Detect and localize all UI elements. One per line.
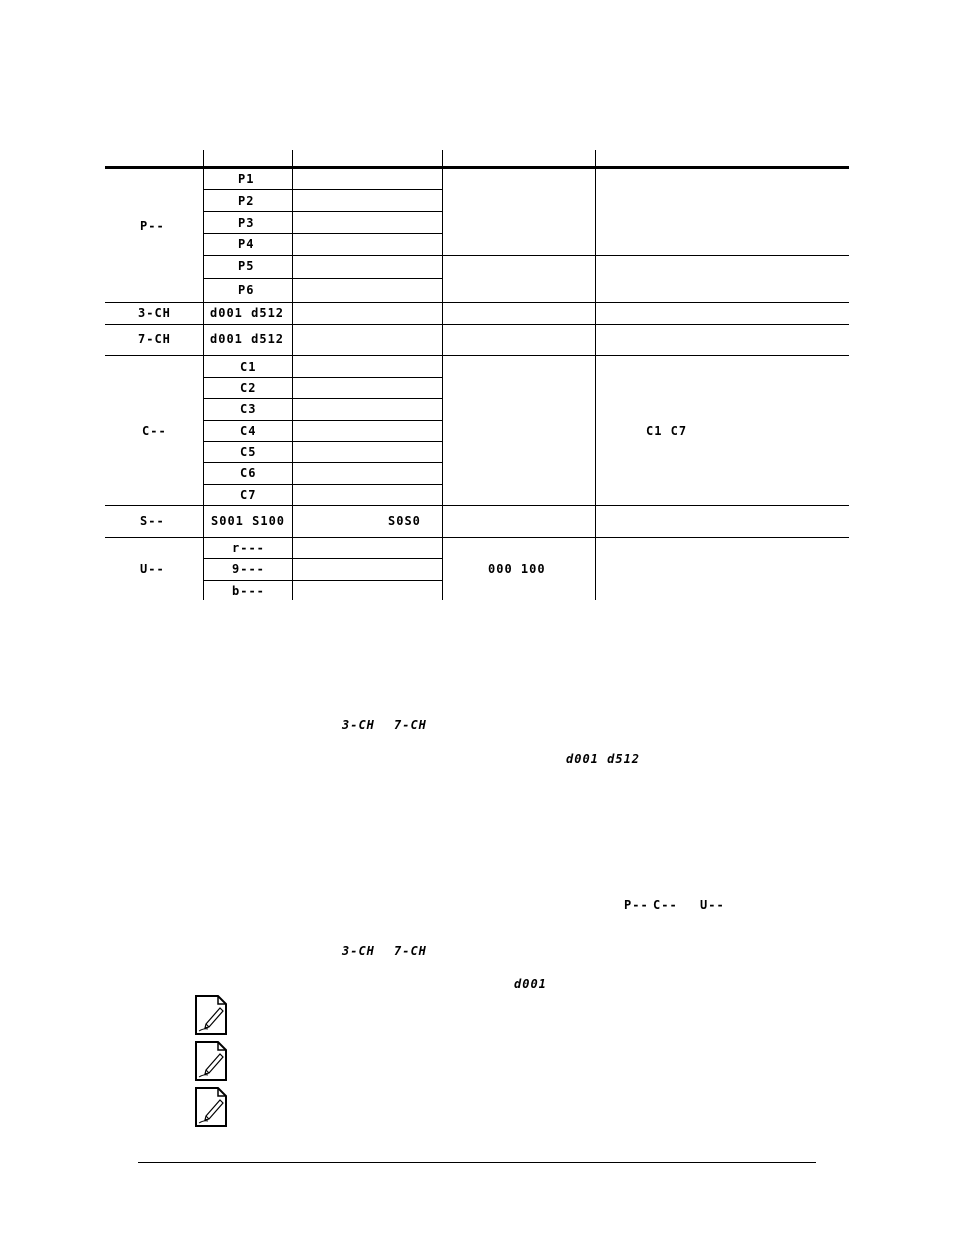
- row-rule: [203, 255, 849, 256]
- row-rule: [105, 302, 849, 303]
- sub-p6: P6: [238, 283, 255, 297]
- speed-range: S001 S100: [211, 514, 286, 528]
- sub-u-g: 9---: [232, 562, 265, 576]
- sub-u-b: b---: [232, 584, 265, 598]
- row-rule: [203, 189, 292, 190]
- body-u: U--: [700, 898, 725, 912]
- row-rule: [105, 537, 849, 538]
- row-rule: [105, 324, 849, 325]
- row-rule: [292, 211, 442, 212]
- code-user: U--: [140, 562, 165, 576]
- code-7ch: 7-CH: [138, 332, 171, 346]
- user-range: 000 100: [488, 562, 546, 576]
- code-speed: S--: [140, 514, 165, 528]
- row-rule: [203, 233, 292, 234]
- sub-c3: C3: [240, 402, 257, 416]
- sub-p2: P2: [238, 194, 255, 208]
- sub-u-r: r---: [232, 541, 265, 555]
- row-rule: [203, 211, 292, 212]
- note-pencil-icon: [194, 994, 228, 1036]
- row-rule: [292, 233, 442, 234]
- body-7ch: 7-CH: [394, 718, 427, 732]
- row-rule: [105, 505, 849, 506]
- sub-p1: P1: [238, 172, 255, 186]
- row-rule: [203, 441, 442, 442]
- sub-p4: P4: [238, 237, 255, 251]
- color-note: C1 C7: [646, 424, 688, 438]
- sub-c4: C4: [240, 424, 257, 438]
- col-rule-2: [292, 150, 293, 600]
- footer-rule: [138, 1162, 816, 1163]
- row-rule: [203, 484, 442, 485]
- sub-p3: P3: [238, 216, 255, 230]
- note-pencil-icon: [194, 1086, 228, 1128]
- sub-c6: C6: [240, 466, 257, 480]
- row-rule: [292, 278, 442, 279]
- row-rule: [203, 580, 442, 581]
- body-p: P--: [624, 898, 649, 912]
- row-rule: [203, 278, 292, 279]
- value-7ch: d001 d512: [210, 332, 285, 346]
- row-rule: [203, 462, 442, 463]
- sub-p5: P5: [238, 259, 255, 273]
- row-rule: [203, 420, 442, 421]
- body-7ch-2: 7-CH: [394, 944, 427, 958]
- code-program: P--: [140, 219, 165, 233]
- speed-extra: S0S0: [388, 514, 421, 528]
- sub-c7: C7: [240, 488, 257, 502]
- code-3ch: 3-CH: [138, 306, 171, 320]
- row-rule: [203, 377, 442, 378]
- body-3ch-2: 3-CH: [342, 944, 375, 958]
- table-top-rule: [105, 166, 849, 169]
- note-pencil-icon: [194, 1040, 228, 1082]
- row-rule: [203, 398, 442, 399]
- code-color: C--: [142, 424, 167, 438]
- col-rule-3: [442, 150, 443, 600]
- body-c: C--: [653, 898, 678, 912]
- value-3ch: d001 d512: [210, 306, 285, 320]
- body-range: d001 d512: [566, 752, 641, 766]
- sub-c1: C1: [240, 360, 257, 374]
- row-rule: [292, 189, 442, 190]
- col-rule-4: [595, 150, 596, 600]
- sub-c2: C2: [240, 381, 257, 395]
- body-d001: d001: [514, 977, 547, 991]
- row-rule: [105, 355, 849, 356]
- body-3ch: 3-CH: [342, 718, 375, 732]
- sub-c5: C5: [240, 445, 257, 459]
- col-rule-1: [203, 150, 204, 600]
- row-rule: [203, 558, 442, 559]
